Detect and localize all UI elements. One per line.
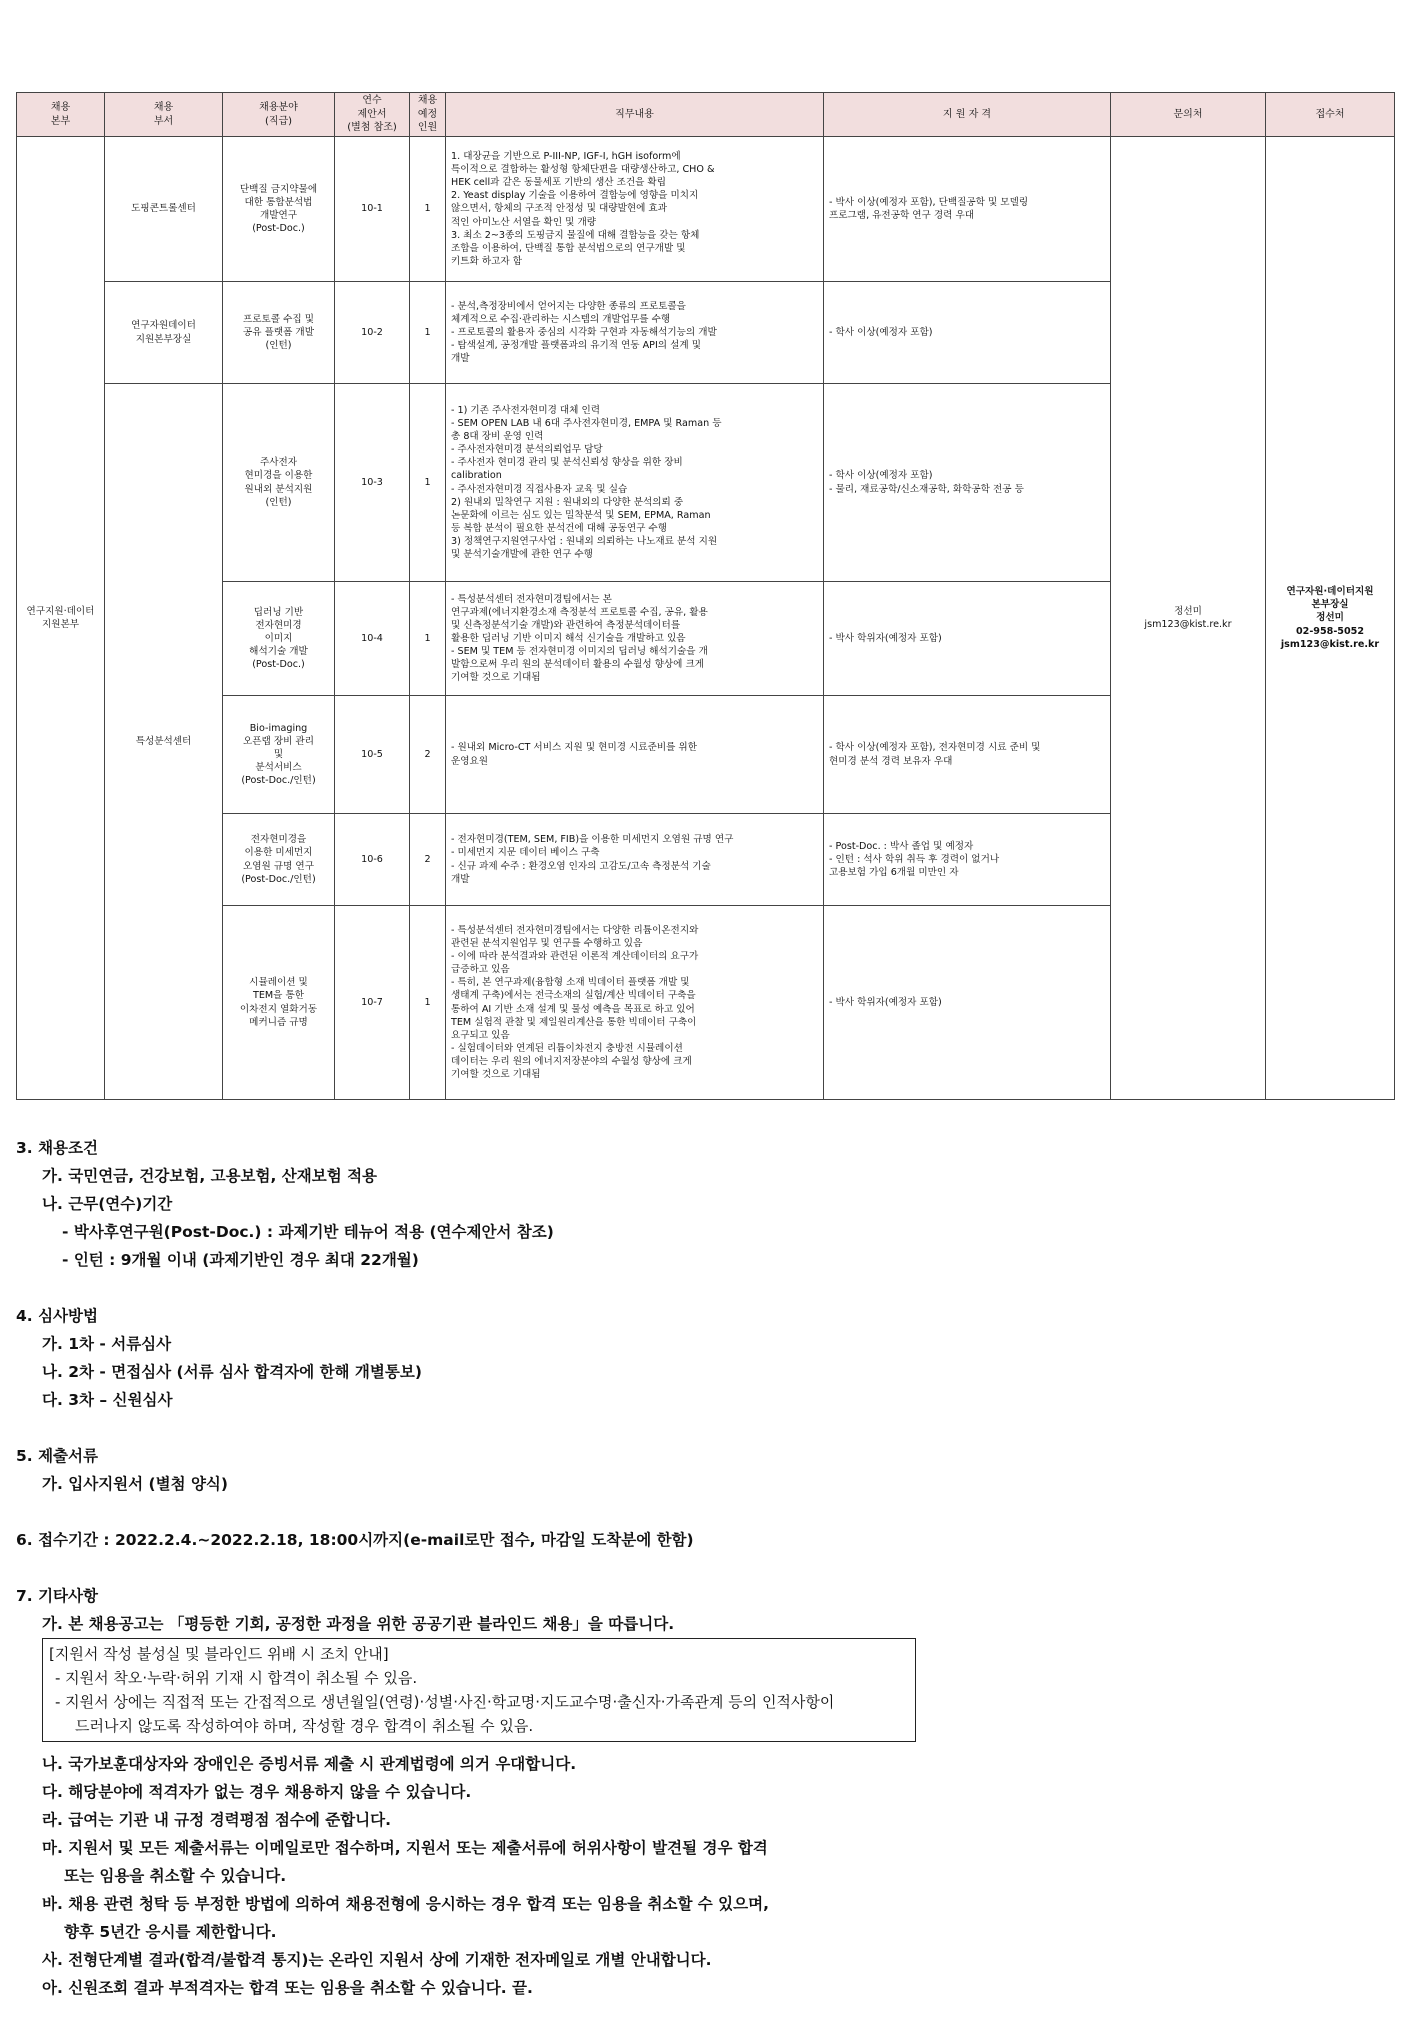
department-cell: 연구자원데이터 지원본부장실 [105, 282, 223, 384]
duties-cell: 1. 대장균을 기반으로 P-III-NP, IGF-I, hGH isoform에 특이적으로 결합하는 활성형 항체단편을 대량생산하고, CHO & HEK cell과 같은 동물세포 기반의 생산 조건을 확립 2. Yeast display 기술을 이용하여 결합능에 영향을 미치지 않으면서, 항체의 구조적 안정성 및 대량발현에 효과 적인 아미노산 서열을 확인 및 개량 3. 최소 2~3종의 도핑금지 물질에 대해 결합능을 갖는 항체 조합을 이용하여, 단백질 통합 분석법으로의 연구개발 및 키트화 하고자 함 [446, 137, 824, 282]
list-item: 사. 전형단계별 결과(합격/불합격 통지)는 온라인 지원서 상에 기재한 전자메일로 개별 안내합니다. [42, 1951, 712, 1969]
qualification-cell: - 박사 학위자(예정자 포함) [824, 906, 1111, 1100]
list-item: 다. 해당분야에 적격자가 없는 경우 채용하지 않을 수 있습니다. [42, 1783, 472, 1801]
section-title: 5. 제출서류 [16, 1447, 98, 1465]
list-item: 향후 5년간 응시를 제한합니다. [64, 1923, 277, 1941]
qualification-cell: - 학사 이상(예정자 포함) [824, 282, 1111, 384]
box-item: 드러나지 않도록 작성하여야 하며, 작성할 경우 합격이 취소될 수 있음. [75, 1717, 534, 1735]
qualification-cell: - 학사 이상(예정자 포함), 전자현미경 시료 준비 및 현미경 분석 경력 보유자 우대 [824, 696, 1111, 814]
field-cell: 전자현미경을 이용한 미세먼지 오염원 규명 연구 (Post-Doc./인턴) [223, 814, 335, 906]
header-field: 채용분야 (직급) [223, 93, 335, 137]
count-cell: 1 [410, 582, 446, 696]
count-cell: 1 [410, 282, 446, 384]
list-item: 다. 3차 – 신원심사 [42, 1391, 173, 1409]
duties-cell: - 전자현미경(TEM, SEM, FIB)을 이용한 미세먼지 오염원 규명 연구 - 미세먼지 지문 데이터 베이스 구축 - 신규 과제 수주 : 환경오염 인자의 고감도/고속 측정분석 기술 개발 [446, 814, 824, 906]
list-item: - 박사후연구원(Post-Doc.) : 과제기반 테뉴어 적용 (연수제안서 참조) [62, 1223, 554, 1241]
list-item: 나. 근무(연수)기간 [42, 1195, 173, 1213]
list-item: 가. 국민연금, 건강보험, 고용보험, 산재보험 적용 [42, 1167, 378, 1185]
header-department: 채용 부서 [105, 93, 223, 137]
proposal-cell: 10-4 [335, 582, 410, 696]
box-title: [지원서 작성 불성실 및 블라인드 위배 시 조치 안내] [49, 1645, 389, 1663]
count-cell: 1 [410, 137, 446, 282]
division-cell: 연구지원·데이터 지원본부 [17, 137, 105, 1100]
list-item: 가. 입사지원서 (별첨 양식) [42, 1475, 228, 1493]
field-cell: 단백질 금지약물에 대한 통합분석법 개발연구 (Post-Doc.) [223, 137, 335, 282]
qualification-cell: - Post-Doc. : 박사 졸업 및 예정자 - 인턴 : 석사 학위 취득 후 경력이 없거나 고용보험 가입 6개월 미만인 자 [824, 814, 1111, 906]
box-item: - 지원서 상에는 직접적 또는 간접적으로 생년월일(연령)·성별·사진·학교명·지도교수명·출신자·가족관계 등의 인적사항이 [55, 1693, 835, 1711]
qualification-cell: - 박사 학위자(예정자 포함) [824, 582, 1111, 696]
reception-cell: 연구자원·데이터지원 본부장실 정선미 02-958-5052 jsm123@kist.re.kr [1266, 137, 1395, 1100]
list-item: 바. 채용 관련 청탁 등 부정한 방법에 의하여 채용전형에 응시하는 경우 합격 또는 임용을 취소할 수 있으며, [42, 1895, 769, 1913]
proposal-cell: 10-1 [335, 137, 410, 282]
proposal-cell: 10-5 [335, 696, 410, 814]
recruitment-table [16, 92, 1395, 1100]
list-item: 가. 1차 - 서류심사 [42, 1335, 172, 1353]
section-title: 6. 접수기간 : 2022.2.4.~2022.2.18, 18:00시까지(e-mail로만 접수, 마감일 도착분에 한함) [16, 1531, 694, 1549]
table-header-row [17, 93, 1395, 137]
count-cell: 1 [410, 384, 446, 582]
section-title: 3. 채용조건 [16, 1139, 98, 1157]
field-cell: 프로토콜 수집 및 공유 플랫폼 개발 (인턴) [223, 282, 335, 384]
header-count: 채용 예정 인원 [410, 93, 446, 137]
field-cell: 주사전자 현미경을 이용한 원내외 분석지원 (인턴) [223, 384, 335, 582]
header-division: 채용 본부 [17, 93, 105, 137]
department-cell: 특성분석센터 [105, 384, 223, 1100]
proposal-cell: 10-3 [335, 384, 410, 582]
duties-cell: - 특성분석센터 전자현미경팀에서는 다양한 리튬이온전지와 관련된 분석지원업무 및 연구를 수행하고 있음 - 이에 따라 분석결과와 관련된 이론적 계산데이터의 요구가 급증하고 있음 - 특히, 본 연구과제(융합형 소재 빅데이터 플랫폼 개발 및 생태계 구축)에서는 전극소재의 실험/계산 빅데이터 구축을 통하여 AI 기반 소재 설계 및 물성 예측을 목표로 하고 있어 TEM 실험적 관찰 및 제일원리계산을 통한 빅데이터 구축이 요구되고 있음 - 실험데이터와 연계된 리튬이차전지 충방전 시뮬레이션 데이터는 우리 원의 에너지저장분야의 수월성 향상에 크게 기여할 것으로 기대됨 [446, 906, 824, 1100]
table-row [17, 137, 1395, 282]
duties-cell: - 특성분석센터 전자현미경팀에서는 본 연구과제(에너지환경소재 측정분석 프로토콜 수집, 공유, 활용 및 신측정분석기술 개발)와 관련하여 측정분석데이터를 활용한 딥러닝 기반 이미지 해석 신기술을 개발하고 있음 - SEM 및 TEM 등 전자현미경 이미지의 딥러닝 해석기술을 개 발함으로써 우리 원의 분석데이터 활용의 수월성 향상에 크게 기여할 것으로 기대됨 [446, 582, 824, 696]
field-cell: 딥러닝 기반 전자현미경 이미지 해석기술 개발 (Post-Doc.) [223, 582, 335, 696]
count-cell: 1 [410, 906, 446, 1100]
header-qualifications: 지 원 자 격 [824, 93, 1111, 137]
proposal-cell: 10-2 [335, 282, 410, 384]
contact-cell: 정선미 jsm123@kist.re.kr [1111, 137, 1266, 1100]
list-item: 라. 급여는 기관 내 규정 경력평점 점수에 준합니다. [42, 1811, 392, 1829]
header-duties: 직무내용 [446, 93, 824, 137]
list-item: 마. 지원서 및 모든 제출서류는 이메일로만 접수하며, 지원서 또는 제출서류에 허위사항이 발견될 경우 합격 [42, 1839, 768, 1857]
count-cell: 2 [410, 814, 446, 906]
header-contact: 문의처 [1111, 93, 1266, 137]
duties-cell: - 원내외 Micro-CT 서비스 지원 및 현미경 시료준비를 위한 운영요원 [446, 696, 824, 814]
header-reception: 접수처 [1266, 93, 1395, 137]
blind-notice-box [42, 1638, 916, 1742]
list-item: 아. 신원조회 결과 부적격자는 합격 또는 임용을 취소할 수 있습니다. 끝. [42, 1979, 533, 1997]
field-cell: 시뮬레이션 및 TEM을 통한 이차전지 열화거동 메커니즘 규명 [223, 906, 335, 1100]
qualification-cell: - 박사 이상(예정자 포함), 단백질공학 및 모델링 프로그램, 유전공학 연구 경력 우대 [824, 137, 1111, 282]
header-proposal: 연수 제안서 (별첨 참조) [335, 93, 410, 137]
list-item: 나. 국가보훈대상자와 장애인은 증빙서류 제출 시 관계법령에 의거 우대합니다. [42, 1755, 577, 1773]
duties-cell: - 분석,측정장비에서 얻어지는 다양한 종류의 프로토콜을 체계적으로 수집·관리하는 시스템의 개발업무를 수행 - 프로토콜의 활용자 중심의 시각화 구현과 자동해석기능의 개발 - 탐색설계, 공정개발 플랫폼과의 유기적 연동 API의 설계 및 개발 [446, 282, 824, 384]
field-cell: Bio-imaging 오픈랩 장비 관리 및 분석서비스 (Post-Doc./인턴) [223, 696, 335, 814]
list-item: 가. 본 채용공고는 「평등한 기회, 공정한 과정을 위한 공공기관 블라인드 채용」을 따릅니다. [42, 1615, 675, 1633]
count-cell: 2 [410, 696, 446, 814]
list-item: 나. 2차 - 면접심사 (서류 심사 합격자에 한해 개별통보) [42, 1363, 422, 1381]
box-item: - 지원서 착오·누락·허위 기재 시 합격이 취소될 수 있음. [55, 1669, 418, 1687]
department-cell: 도핑콘트롤센터 [105, 137, 223, 282]
list-item: - 인턴 : 9개월 이내 (과제기반인 경우 최대 22개월) [62, 1251, 419, 1269]
proposal-cell: 10-7 [335, 906, 410, 1100]
qualification-cell: - 학사 이상(예정자 포함) - 물리, 재료공학/신소재공학, 화학공학 전공 등 [824, 384, 1111, 582]
section-title: 4. 심사방법 [16, 1307, 98, 1325]
proposal-cell: 10-6 [335, 814, 410, 906]
section-title: 7. 기타사항 [16, 1587, 98, 1605]
duties-cell: - 1) 기존 주사전자현미경 대체 인력 - SEM OPEN LAB 내 6대 주사전자현미경, EMPA 및 Raman 등 총 8대 장비 운영 인력 - 주사전자현미경 분석의뢰업무 담당 - 주사전자 현미경 관리 및 분석신뢰성 향상을 위한 장비 calibration - 주사전자현미경 직접사용자 교육 및 실습 2) 원내외 밀착연구 지원 : 원내외의 다양한 분석의뢰 중 논문화에 이르는 심도 있는 밀착분석 및 SEM, EPMA, Raman 등 복합 분석이 필요한 분석건에 대해 공동연구 수행 3) 정책연구지원연구사업 : 원내외 의뢰하는 나노재료 분석 지원 및 분석기술개발에 관한 연구 수행 [446, 384, 824, 582]
list-item: 또는 임용을 취소할 수 있습니다. [64, 1867, 287, 1885]
notice-sections [16, 1134, 1396, 2002]
